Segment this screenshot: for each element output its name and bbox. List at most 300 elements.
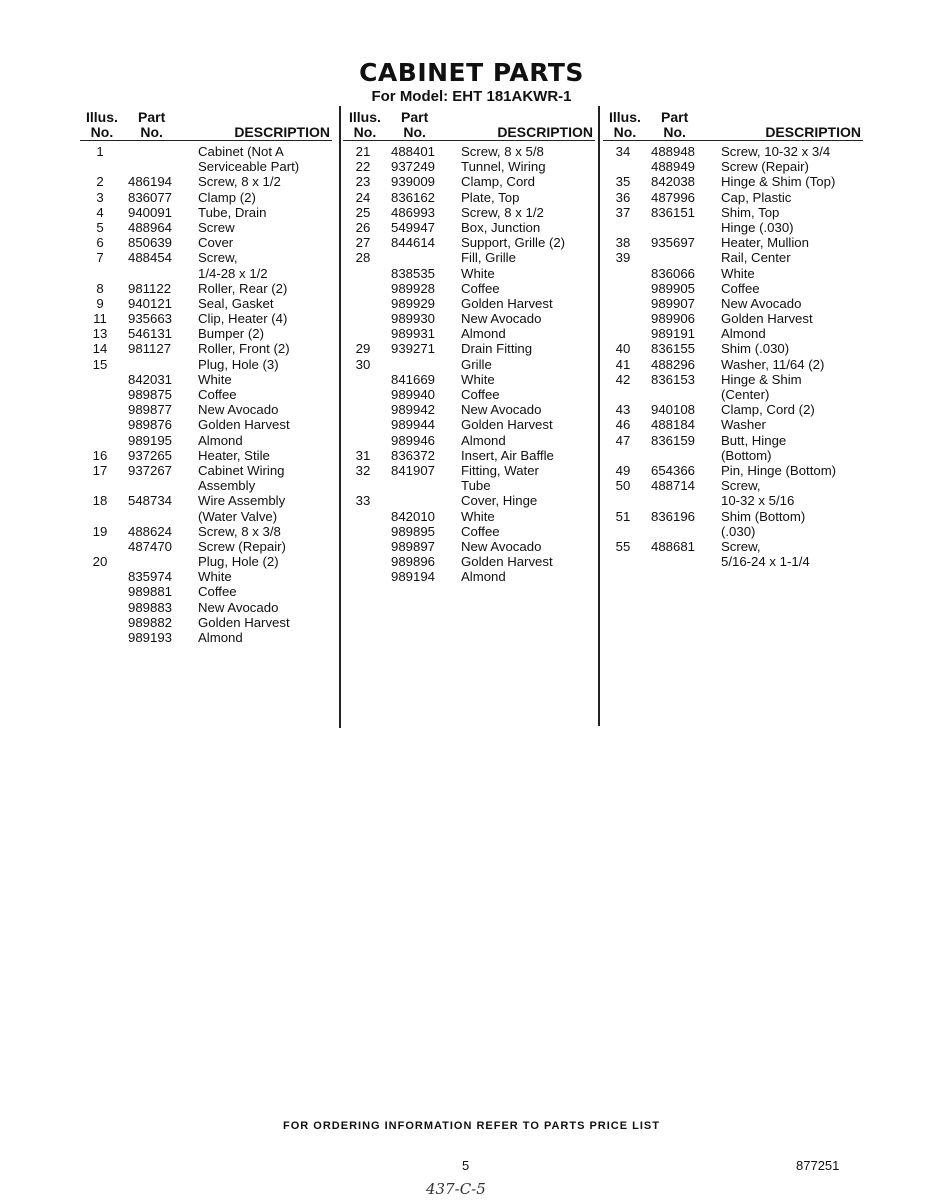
parts-row — [343, 144, 595, 159]
part-description: Screw, — [721, 478, 761, 494]
part-description: Hinge (.030) — [721, 219, 794, 235]
part-number: 989897 — [391, 538, 436, 554]
parts-row — [603, 539, 863, 554]
parts-row — [603, 235, 863, 250]
part-number: 549947 — [391, 219, 436, 235]
part-description: Hinge & Shim (Top) — [721, 174, 836, 190]
parts-row — [603, 220, 863, 235]
part-number: 989896 — [391, 554, 436, 570]
part-description: 1/4-28 x 1/2 — [198, 265, 268, 281]
part-number: 939009 — [391, 174, 436, 190]
part-number: 989876 — [128, 417, 173, 433]
parts-row — [80, 615, 332, 630]
part-description: Cap, Plastic — [721, 189, 792, 205]
illus-number: 19 — [92, 523, 108, 539]
part-number: 836151 — [651, 204, 696, 220]
part-description: White — [461, 265, 495, 281]
parts-row — [80, 600, 332, 615]
parts-list — [343, 144, 595, 584]
parts-row — [80, 478, 332, 493]
part-number: 836153 — [651, 371, 696, 387]
illus-number: 24 — [355, 189, 371, 205]
part-number: 836077 — [128, 189, 173, 205]
part-description: Golden Harvest — [461, 554, 553, 570]
parts-row — [603, 250, 863, 265]
part-description: (Bottom) — [721, 447, 772, 463]
part-description: Insert, Air Baffle — [461, 447, 554, 463]
illus-number: 13 — [92, 326, 108, 342]
part-description: Tunnel, Wiring — [461, 159, 546, 175]
illus-number: 25 — [355, 204, 371, 220]
part-number: 844614 — [391, 235, 436, 251]
parts-row — [603, 524, 863, 539]
part-number: 836162 — [391, 189, 436, 205]
parts-row — [343, 341, 595, 356]
part-description: Golden Harvest — [198, 614, 290, 630]
part-description: Golden Harvest — [198, 417, 290, 433]
part-description: Screw — [198, 219, 235, 235]
illus-number: 50 — [615, 478, 631, 494]
part-number: 654366 — [651, 462, 696, 478]
part-description: White — [461, 371, 495, 387]
illus-number: 31 — [355, 447, 371, 463]
part-description: Wire Assembly — [198, 493, 286, 509]
illus-number: 29 — [355, 341, 371, 357]
parts-row — [343, 296, 595, 311]
part-header: Part No. — [401, 109, 429, 140]
parts-row — [80, 433, 332, 448]
part-description: Plug, Hole (2) — [198, 554, 279, 570]
parts-row — [603, 509, 863, 524]
description-header: DESCRIPTION — [234, 124, 330, 140]
part-header: Part No. — [138, 109, 166, 140]
parts-column-3 — [603, 110, 863, 569]
part-description: New Avocado — [198, 402, 279, 418]
parts-row — [80, 296, 332, 311]
parts-row — [80, 266, 332, 281]
part-description: Shim, Top — [721, 204, 780, 220]
illus-number: 11 — [93, 311, 107, 327]
illus-number: 47 — [615, 432, 631, 448]
parts-row — [343, 205, 595, 220]
parts-row — [80, 630, 332, 645]
part-description: Tube, Drain — [198, 204, 267, 220]
part-description: Heater, Mullion — [721, 235, 809, 251]
parts-row — [343, 493, 595, 508]
illus-number: 18 — [92, 493, 108, 509]
part-description: New Avocado — [461, 402, 542, 418]
illus-number: 23 — [355, 174, 371, 190]
parts-row — [603, 296, 863, 311]
part-description: Screw (Repair) — [721, 159, 809, 175]
parts-row — [80, 341, 332, 356]
part-number: 937265 — [128, 447, 173, 463]
part-description: Clamp (2) — [198, 189, 256, 205]
part-description: Almond — [721, 326, 766, 342]
parts-row — [343, 509, 595, 524]
parts-row — [603, 311, 863, 326]
parts-row — [343, 235, 595, 250]
part-description: Grille — [461, 356, 492, 372]
illus-number: 9 — [96, 295, 104, 311]
parts-row — [80, 539, 332, 554]
illus-number: 43 — [615, 402, 631, 418]
parts-row — [80, 493, 332, 508]
part-number: 488681 — [651, 538, 696, 554]
parts-row — [343, 311, 595, 326]
part-number: 940108 — [651, 402, 696, 418]
part-description: Almond — [461, 432, 506, 448]
parts-row — [343, 372, 595, 387]
parts-row — [80, 235, 332, 250]
part-number: 488184 — [651, 417, 696, 433]
part-number: 989942 — [391, 402, 436, 418]
part-number: 935697 — [651, 235, 696, 251]
part-description: Coffee — [461, 280, 500, 296]
parts-row — [80, 509, 332, 524]
part-number: 989946 — [391, 432, 436, 448]
illus-number: 34 — [615, 144, 631, 159]
part-number: 989193 — [128, 630, 173, 645]
illus-number: 32 — [355, 462, 371, 478]
illus-number: 39 — [615, 250, 631, 266]
parts-row — [80, 372, 332, 387]
illus-number: 2 — [96, 174, 104, 190]
part-number: 486194 — [128, 174, 173, 190]
illus-number: 49 — [615, 462, 631, 478]
parts-row — [603, 341, 863, 356]
parts-row — [80, 357, 332, 372]
parts-row — [343, 266, 595, 281]
part-number: 989940 — [391, 387, 436, 402]
column-divider — [339, 106, 341, 728]
model-subtitle: For Model: EHT 181AKWR-1 — [371, 88, 572, 105]
parts-row — [80, 190, 332, 205]
part-description: White — [721, 265, 755, 281]
part-description: Plug, Hole (3) — [198, 356, 279, 372]
part-description: Support, Grille (2) — [461, 235, 566, 251]
parts-row — [343, 417, 595, 432]
parts-row — [80, 569, 332, 584]
part-description: Clamp, Cord — [461, 174, 536, 190]
illus-number: 28 — [355, 250, 371, 266]
parts-row — [80, 174, 332, 189]
parts-row — [343, 463, 595, 478]
part-number: 842031 — [128, 371, 173, 387]
part-number: 488964 — [128, 219, 173, 235]
illus-number: 41 — [615, 356, 631, 372]
part-number: 841669 — [391, 371, 436, 387]
part-description: Golden Harvest — [461, 295, 553, 311]
part-number: 989195 — [128, 432, 173, 448]
parts-row — [343, 159, 595, 174]
parts-row — [343, 433, 595, 448]
parts-row — [603, 281, 863, 296]
part-number: 989907 — [651, 295, 696, 311]
illus-number: 17 — [92, 462, 108, 478]
parts-row — [343, 478, 595, 493]
part-description: Washer — [721, 417, 766, 433]
part-description: Cabinet Wiring — [198, 462, 285, 478]
part-description: Roller, Rear (2) — [198, 280, 288, 296]
part-description: Almond — [461, 326, 506, 342]
parts-row — [343, 402, 595, 417]
parts-row — [343, 281, 595, 296]
part-number: 989875 — [128, 387, 173, 402]
part-description: (Water Valve) — [198, 508, 278, 524]
parts-row — [80, 311, 332, 326]
part-number: 989929 — [391, 295, 436, 311]
illus-number: 51 — [615, 508, 631, 524]
part-number: 841907 — [391, 462, 436, 478]
illus-number: 21 — [355, 144, 371, 159]
part-description: Bumper (2) — [198, 326, 264, 342]
part-description: 10-32 x 5/16 — [721, 493, 795, 509]
part-number: 838535 — [391, 265, 436, 281]
illus-number: 20 — [92, 554, 108, 570]
description-header: DESCRIPTION — [765, 124, 861, 140]
parts-row — [343, 250, 595, 265]
part-description: Washer, 11/64 (2) — [721, 356, 825, 372]
illus-number: 36 — [615, 189, 631, 205]
part-number: 488949 — [651, 159, 696, 175]
part-number: 488948 — [651, 144, 696, 159]
part-description: Almond — [198, 432, 243, 448]
part-description: Fill, Grille — [461, 250, 516, 266]
part-description: Coffee — [461, 387, 500, 402]
part-header: Part No. — [661, 109, 689, 140]
illus-number: 6 — [96, 235, 104, 251]
parts-row — [603, 159, 863, 174]
part-number: 940121 — [128, 295, 173, 311]
column-header — [80, 110, 332, 141]
part-description: Cabinet (Not A — [198, 144, 284, 159]
parts-row — [80, 524, 332, 539]
illus-number: 7 — [96, 250, 104, 266]
part-description: Golden Harvest — [721, 311, 813, 327]
part-description: Screw, 8 x 5/8 — [461, 144, 544, 159]
part-description: Butt, Hinge — [721, 432, 787, 448]
parts-column-1 — [80, 110, 332, 645]
parts-row — [343, 448, 595, 463]
part-description: Clamp, Cord (2) — [721, 402, 815, 418]
parts-row — [343, 524, 595, 539]
column-header — [603, 110, 863, 141]
parts-row — [603, 174, 863, 189]
parts-row — [343, 357, 595, 372]
parts-row — [80, 402, 332, 417]
part-description: Rail, Center — [721, 250, 791, 266]
part-number: 989191 — [651, 326, 696, 342]
part-description: Heater, Stile — [198, 447, 270, 463]
parts-row — [603, 190, 863, 205]
part-number: 989895 — [391, 523, 436, 539]
illus-number: 38 — [615, 235, 631, 251]
part-description: Plate, Top — [461, 189, 520, 205]
part-description: Drain Fitting — [461, 341, 533, 357]
parts-row — [343, 554, 595, 569]
part-description: Coffee — [198, 584, 237, 600]
parts-row — [343, 387, 595, 402]
parts-row — [80, 205, 332, 220]
parts-row — [603, 266, 863, 281]
part-description: White — [198, 371, 232, 387]
parts-row — [603, 554, 863, 569]
part-number: 989906 — [651, 311, 696, 327]
part-number: 488624 — [128, 523, 173, 539]
part-description: White — [461, 508, 495, 524]
illus-number: 16 — [92, 447, 108, 463]
part-description: Screw, 8 x 1/2 — [461, 204, 544, 220]
part-number: 836372 — [391, 447, 436, 463]
parts-row — [343, 539, 595, 554]
parts-row — [603, 144, 863, 159]
part-description: Screw, 10-32 x 3/4 — [721, 144, 831, 159]
part-description: Screw (Repair) — [198, 538, 286, 554]
part-number: 989905 — [651, 280, 696, 296]
illus-number: 55 — [615, 538, 631, 554]
part-description: Pin, Hinge (Bottom) — [721, 462, 837, 478]
illus-number: 30 — [355, 356, 371, 372]
part-description: Clip, Heater (4) — [198, 311, 288, 327]
illus-number: 40 — [615, 341, 631, 357]
part-number: 935663 — [128, 311, 173, 327]
illus-number: 26 — [355, 219, 371, 235]
part-number: 850639 — [128, 235, 173, 251]
part-number: 835974 — [128, 569, 173, 585]
part-description: Shim (.030) — [721, 341, 790, 357]
part-number: 488454 — [128, 250, 173, 266]
parts-row — [603, 493, 863, 508]
part-number: 981127 — [128, 341, 172, 357]
parts-row — [603, 357, 863, 372]
part-number: 836155 — [651, 341, 696, 357]
part-description: Screw, — [721, 538, 761, 554]
illus-number: 1 — [96, 144, 104, 159]
illus-number: 27 — [355, 235, 371, 251]
illus-number: 15 — [92, 356, 108, 372]
parts-row — [80, 448, 332, 463]
part-description: Serviceable Part) — [198, 159, 300, 175]
parts-row — [603, 417, 863, 432]
parts-row — [80, 220, 332, 235]
part-description: White — [198, 569, 232, 585]
illus-header: Illus. No. — [609, 109, 641, 140]
parts-row — [603, 463, 863, 478]
illus-number: 3 — [96, 189, 104, 205]
parts-row — [603, 448, 863, 463]
part-number: 989881 — [128, 584, 173, 600]
part-description: Screw, 8 x 1/2 — [198, 174, 281, 190]
page-number: 5 — [462, 1158, 470, 1173]
part-number: 989928 — [391, 280, 436, 296]
illus-number: 42 — [615, 371, 631, 387]
illus-number: 46 — [615, 417, 631, 433]
parts-list — [80, 144, 332, 645]
page-title: CABINET PARTS — [359, 58, 584, 87]
parts-row — [343, 174, 595, 189]
part-number: 836066 — [651, 265, 696, 281]
parts-row — [80, 144, 332, 159]
illus-number: 14 — [92, 341, 108, 357]
parts-row — [80, 159, 332, 174]
part-number: 842010 — [391, 508, 436, 524]
parts-row — [603, 478, 863, 493]
part-number: 939271 — [391, 341, 436, 357]
part-number: 842038 — [651, 174, 696, 190]
illus-number: 5 — [96, 219, 104, 235]
part-description: New Avocado — [721, 295, 802, 311]
part-description: Screw, — [198, 250, 238, 266]
part-number: 981122 — [128, 280, 172, 296]
part-description: Coffee — [721, 280, 760, 296]
parts-row — [603, 205, 863, 220]
parts-row — [80, 387, 332, 402]
parts-row — [80, 281, 332, 296]
column-header — [343, 110, 595, 141]
part-description: Coffee — [461, 523, 500, 539]
part-number: 488296 — [651, 356, 696, 372]
parts-row — [603, 326, 863, 341]
parts-row — [343, 569, 595, 584]
part-description: Assembly — [198, 478, 256, 494]
illus-number: 37 — [615, 204, 631, 220]
part-number: 487470 — [128, 538, 173, 554]
part-description: Golden Harvest — [461, 417, 553, 433]
parts-row — [80, 417, 332, 432]
part-number: 989877 — [128, 402, 173, 418]
parts-row — [343, 220, 595, 235]
ordering-footer: FOR ORDERING INFORMATION REFER TO PARTS PRICE LIST — [283, 1120, 660, 1132]
illus-header: Illus. No. — [86, 109, 118, 140]
parts-row — [80, 584, 332, 599]
part-description: Screw, 8 x 3/8 — [198, 523, 281, 539]
illus-number: 33 — [355, 493, 371, 509]
illus-number: 8 — [96, 280, 104, 296]
part-number: 989930 — [391, 311, 436, 327]
part-number: 940091 — [128, 204, 173, 220]
part-description: 5/16-24 x 1-1/4 — [721, 554, 810, 570]
part-number: 488714 — [651, 478, 696, 494]
part-number: 937267 — [128, 462, 173, 478]
part-number: 488401 — [391, 144, 436, 159]
part-number: 836196 — [651, 508, 696, 524]
description-header: DESCRIPTION — [497, 124, 593, 140]
part-description: Almond — [461, 569, 506, 585]
illus-header: Illus. No. — [349, 109, 381, 140]
parts-row — [343, 190, 595, 205]
part-description: (Center) — [721, 387, 770, 402]
part-number: 989944 — [391, 417, 436, 433]
part-description: New Avocado — [198, 599, 279, 615]
column-divider — [598, 106, 600, 726]
part-number: 487996 — [651, 189, 696, 205]
part-number: 989883 — [128, 599, 173, 615]
part-description: Box, Junction — [461, 219, 541, 235]
part-description: Roller, Front (2) — [198, 341, 290, 357]
part-description: Tube — [461, 478, 491, 494]
parts-row — [80, 326, 332, 341]
handwritten-note: 437-C-5 — [426, 1180, 486, 1198]
parts-row — [603, 433, 863, 448]
part-number: 937249 — [391, 159, 436, 175]
illus-number: 35 — [615, 174, 631, 190]
part-number: 836159 — [651, 432, 696, 448]
part-description: Cover — [198, 235, 234, 251]
parts-row — [80, 554, 332, 569]
part-description: Seal, Gasket — [198, 295, 274, 311]
parts-list — [603, 144, 863, 569]
